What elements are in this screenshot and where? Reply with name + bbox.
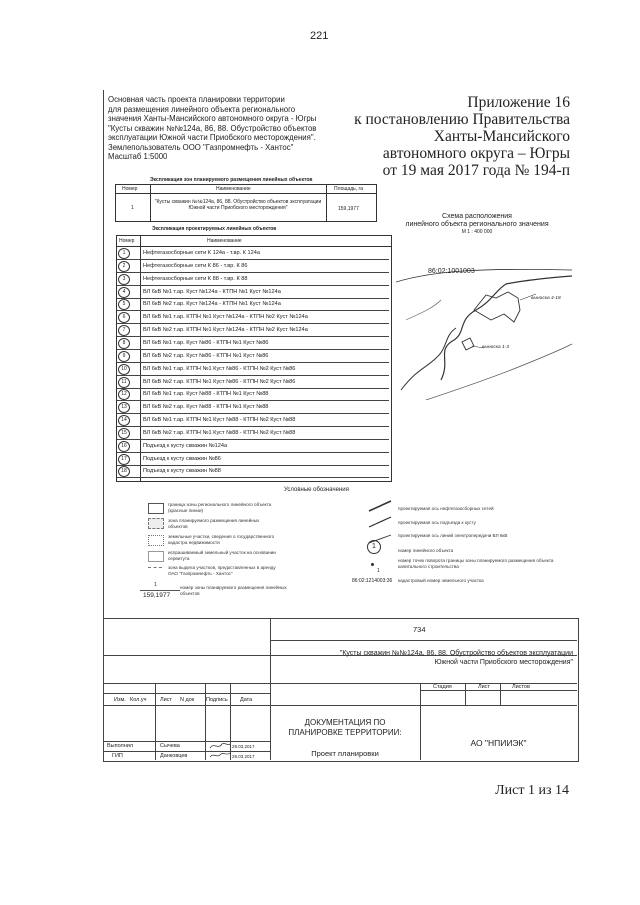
object-number-circle: 2	[118, 261, 130, 272]
legend-symbol-lease	[148, 567, 162, 574]
stamp-doc-title-line: ДОКУМЕНТАЦИЯ ПО	[304, 718, 386, 727]
object-name: ВЛ 6кВ №2 т.ар. Куст №88 - КТПН №1 Куст №88	[143, 404, 269, 411]
object-name: ВЛ 6кВ №2 т.ар. КТПН №1 Куст №88 - КТПН №2 Куст №88	[143, 429, 296, 436]
legend-text: проектируемая ось линий электропередачи ВЛ 6кВ	[398, 533, 508, 538]
scheme-title-line: Схема расположения	[442, 213, 512, 220]
legend-label-number: 1	[154, 582, 157, 588]
stamp-col: Подпись	[206, 697, 228, 703]
object-name: ВЛ 6кВ №1 т.ар. Куст №88 - КТПН №1 Куст №88	[143, 391, 269, 398]
objects-table-row	[117, 337, 389, 350]
legend-text: кадастровый номер земельного участка	[398, 578, 484, 583]
legend-text: проектируемая ось подъезда к кусту	[398, 520, 476, 525]
stamp-col: Лист	[160, 697, 172, 703]
objects-table-row	[117, 247, 389, 260]
object-name: ВЛ 6кВ №2 т.ар. Куст №86 - КТПН №1 Куст №86	[143, 352, 269, 359]
object-number-circle: 11	[118, 377, 130, 388]
scheme-label-a: выноска 4-18	[531, 296, 561, 301]
objects-table-row	[117, 298, 389, 311]
objects-table-row	[117, 440, 389, 453]
object-number-circle: 15	[118, 428, 130, 439]
object-number-circle: 5	[118, 299, 130, 310]
objects-table-row	[117, 273, 389, 286]
object-name: Нефтегазосборные сети К 124а - т.вр. К 124а	[143, 250, 260, 256]
legend-cadastral-example: 86:02:1214003:36	[352, 578, 393, 584]
zones-row-number: 1	[131, 205, 134, 211]
object-name: Нефтегазосборные сети К 88 - т.вр. К 88	[143, 275, 248, 282]
stamp-project-name	[275, 649, 573, 667]
page-number: 221	[310, 30, 329, 42]
object-name: ВЛ 6кВ №1 т.ар. КТПН №1 Куст №88 - КТПН №2 Куст №88	[143, 417, 296, 424]
objects-table-row	[117, 388, 389, 401]
object-number-circle: 10	[118, 364, 130, 375]
object-number-circle: 3	[118, 274, 130, 285]
appendix-line: от 19 мая 2017 года № 194-п	[382, 162, 570, 179]
header-line: Масштаб 1:5000	[108, 152, 168, 161]
object-number-circle: 7	[118, 325, 130, 336]
object-number-circle: 14	[118, 415, 130, 426]
object-number-circle: 9	[118, 351, 130, 362]
legend-title: Условные обозначения	[284, 487, 349, 493]
zones-row-name: "Кусты скважин №№124а, 86, 88. Обустройство объектов эксплуатации Южной части Приобского месторождения"	[154, 199, 322, 211]
legend-label-area: 159,1977	[143, 592, 171, 599]
object-number-circle: 13	[118, 402, 130, 413]
stamp-project-line: "Кусты скважин №№124а, 86, 88. Обустройство объектов эксплуатации	[339, 650, 573, 657]
stamp-stage-header: Стадия	[433, 684, 452, 690]
stamp-doc-title	[275, 718, 415, 737]
stamp-gip-role: ГИП	[112, 753, 123, 759]
stamp-section: Проект планировки	[311, 749, 379, 758]
object-number-circle: 18	[118, 466, 130, 477]
object-name: Подъезд к кусту скважин №86	[143, 455, 221, 462]
scheme-title	[392, 213, 562, 235]
legend-text: земельные участки, сведения о государственного кадастра недвижимости	[168, 534, 275, 545]
legend-symbol-zone	[148, 518, 164, 529]
objects-table-row	[117, 350, 389, 363]
appendix-line: Приложение 16	[467, 94, 570, 111]
location-scheme-map	[396, 240, 576, 400]
object-number-circle: 12	[118, 389, 130, 400]
stamp-company: АО "НПИИЭК"	[470, 738, 527, 748]
object-number-circle: 8	[118, 338, 130, 349]
legend-text: зона выдела участков, предоставленных в аренду ОАО "Газпромнефть - Хантос"	[168, 565, 276, 576]
header-line: для размещения линейного объекта регионального	[108, 104, 296, 114]
legend-symbol-parcel	[148, 535, 164, 546]
stamp-stage-header: Листов	[512, 684, 530, 690]
header-line: значения Ханты-Мансийского автономного округа - Югры	[108, 114, 317, 123]
object-name: ВЛ 6кВ №1 т.ар. КТПН №1 Куст №86 - КТПН №2 Куст №86	[143, 365, 296, 372]
zones-row-area: 159,1977	[338, 206, 359, 212]
object-number-circle: 16	[118, 441, 130, 452]
objects-table-row	[117, 363, 389, 376]
objects-table-row	[117, 414, 389, 427]
appendix-line: автономного округа – Югры	[382, 145, 570, 162]
sheet-number: Лист 1 из 14	[495, 783, 569, 798]
header-line: Землепользователь ООО "Газпромнефть - Хантос"	[108, 142, 294, 152]
header-line: эксплуатации Южной части Приобского месторождения".	[108, 133, 316, 142]
objects-table-title: Экспликация проектируемых линейных объектов	[152, 226, 277, 232]
objects-table-row	[117, 324, 389, 337]
scheme-scale: М 1 : 400 000	[461, 229, 493, 235]
objects-table-row	[117, 260, 389, 273]
objects-table-row	[117, 286, 389, 299]
stamp-performed-name: Сычева	[160, 743, 180, 749]
legend-text: испрашиваемый земельный участок на основании сервитута	[168, 550, 276, 561]
legend-symbol-servitude	[148, 551, 164, 562]
object-name: Подъезд к кусту скважин №124а	[143, 442, 228, 449]
object-number-circle: 4	[118, 287, 130, 298]
zones-table-title: Экспликация зон планируемого размещения линейных объектов	[150, 177, 313, 183]
stamp-gip-name: Данковцев	[160, 753, 188, 759]
scheme-title-line: линейного объекта регионального значения	[405, 221, 549, 228]
object-name: ВЛ 6кВ №1 т.ар. КТПН №1 Куст №124а - КТПН №2 Куст №124а	[143, 314, 308, 321]
object-name: ВЛ 6кВ №1 т.ар. Куст №86 - КТПН №1 Куст №86	[143, 339, 269, 346]
objects-table-row	[117, 453, 389, 466]
stamp-gip-date: 29.03.2017	[232, 754, 255, 759]
objects-table-row	[117, 311, 389, 324]
object-name: ВЛ 6кВ №1 т.ар. Куст №124а - КТПН №1 Куст №124а	[143, 288, 281, 295]
zones-table	[115, 184, 377, 222]
appendix-line: Ханты-Мансийского	[433, 128, 570, 145]
zones-col-name: Наименование	[216, 186, 251, 192]
legend-text: номер линейного объекта	[398, 548, 454, 553]
zones-col-area: Площадь, га	[334, 186, 364, 192]
object-number-circle: 6	[118, 312, 130, 323]
header-line: "Кусты скважин №№124а, 86, 88. Обустройство объектов	[108, 123, 317, 133]
zones-col-number: Номер	[122, 186, 138, 192]
scheme-label-b: выноска 1-3	[482, 345, 509, 350]
stamp-col: N док	[180, 697, 195, 703]
project-header	[108, 95, 316, 162]
signature-marks	[208, 740, 232, 760]
objects-table-row	[117, 465, 389, 478]
stamp-col: Дата	[240, 697, 253, 703]
objects-table-row	[117, 401, 389, 414]
legend-text: граница зоны регионального линейного объекта (красные линии)	[168, 502, 272, 513]
stamp-col: Кол.уч	[130, 697, 147, 703]
stamp-stage-header: Лист	[478, 684, 490, 690]
legend-symbol-zone-border	[148, 503, 164, 514]
objects-col-number: Номер	[119, 238, 135, 244]
legend-text: номер точек поворота границы зоны планируемого размещения объекта капитального строительства	[398, 558, 554, 569]
appendix-line: к постановлению Правительства	[354, 111, 570, 128]
stamp-performed-date: 29.03.2017	[232, 744, 255, 749]
header-line: Основная часть проекта планировки территории	[108, 95, 285, 104]
legend-text: проектируемая ось нефтегазосборных сетей	[398, 506, 494, 511]
stamp-col: Изм.	[114, 697, 126, 703]
object-name: ВЛ 6кВ №2 т.ар. КТПН №1 Куст №124а - КТПН №2 Куст №124а	[143, 327, 308, 334]
appendix-heading	[354, 94, 570, 179]
object-name: ВЛ 6кВ №2 т.ар. Куст №124а - КТПН №1 Куст №124а	[143, 301, 281, 308]
legend-text: зона планируемого размещения линейных объектов	[168, 518, 260, 529]
stamp-project-line: Южной части Приобского месторождения"	[434, 659, 573, 666]
stamp-doc-title-line: ПЛАНИРОВКЕ ТЕРРИТОРИИ:	[288, 727, 402, 737]
object-number-circle: 17	[118, 454, 130, 465]
objects-table-row	[117, 427, 389, 440]
object-name: Подъезд к кусту скважин №88	[143, 468, 221, 475]
objects-table-row	[117, 376, 389, 389]
object-number-circle: 1	[118, 248, 130, 259]
legend-text: номер зоны планируемого размещения линейных объектов	[180, 585, 287, 596]
object-name: ВЛ 6кВ №2 т.ар. КТПН №1 Куст №86 - КТПН №2 Куст №86	[143, 378, 296, 385]
objects-col-name: Наименование	[207, 238, 242, 244]
scheme-cadastral: 86:02:1001003	[428, 268, 475, 275]
legend-point-symbol	[371, 563, 374, 566]
stamp-performed-role: Выполнил	[107, 743, 134, 749]
legend-point-number: 1	[377, 568, 380, 574]
stamp-code: 734	[413, 625, 426, 634]
legend-symbol-object-number: 1	[367, 540, 381, 554]
object-name: Нефтегазосборные сети К 86 - т.вр. К 86	[143, 262, 248, 269]
